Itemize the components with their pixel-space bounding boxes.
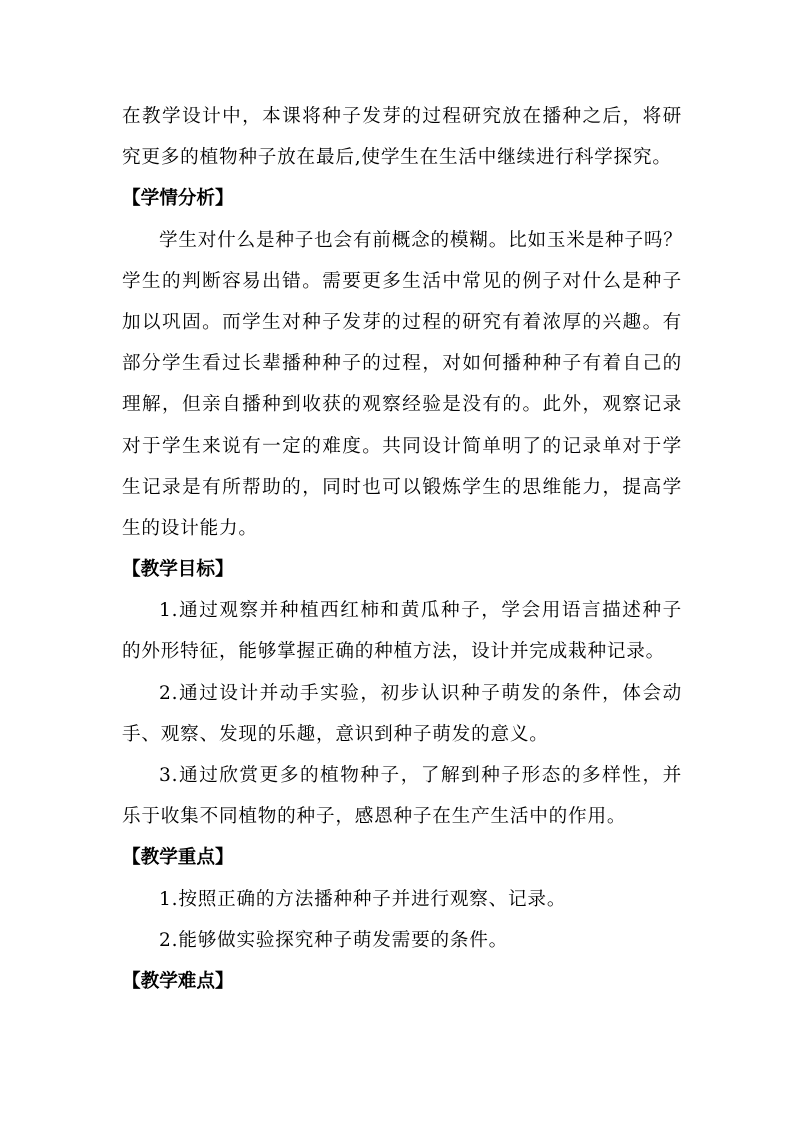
paragraph-line: 生记录是有所帮助的，同时也可以锻炼学生的思维能力，提高学 xyxy=(122,476,682,498)
paragraph-line: 2.通过设计并动手实验，初步认识种子萌发的条件，体会动 xyxy=(159,682,682,704)
section-heading-difficulties: 【教学难点】 xyxy=(122,970,234,992)
paragraph-line: 理解，但亲自播种到收获的观察经验是没有的。此外，观察记录 xyxy=(122,394,682,416)
paragraph-line: 在教学设计中，本课将种子发芽的过程研究放在播种之后，将研 xyxy=(122,106,682,127)
paragraph-line: 生的设计能力。 xyxy=(122,517,258,539)
paragraph-line: 乐于收集不同植物的种子，感恩种子在生产生活中的作用。 xyxy=(122,806,627,828)
paragraph-line: 的外形特征，能够掌握正确的种植方法，设计并完成栽种记录。 xyxy=(122,641,666,663)
paragraph-line: 加以巩固。而学生对种子发芽的过程的研究有着浓厚的兴趣。有 xyxy=(122,311,682,333)
paragraph-line: 学生的判断容易出错。需要更多生活中常见的例子对什么是种子 xyxy=(122,270,682,292)
paragraph-line: 学生对什么是种子也会有前概念的模糊。比如玉米是种子吗？ xyxy=(159,229,683,251)
paragraph-line: 究更多的植物种子放在最后,使学生在生活中继续进行科学探究。 xyxy=(122,147,672,169)
document-page xyxy=(122,96,682,1002)
paragraph-line: 3.通过欣赏更多的植物种子，了解到种子形态的多样性，并 xyxy=(159,765,682,786)
paragraph-line: 1.通过观察并种植西红柿和黄瓜种子，学会用语言描述种子 xyxy=(159,600,682,622)
paragraph-line: 2.能够做实验探究种子萌发需要的条件。 xyxy=(159,929,509,951)
paragraph-line: 部分学生看过长辈播种种子的过程，对如何播种种子有着自己的 xyxy=(122,353,682,375)
section-heading-goals: 【教学目标】 xyxy=(122,559,234,581)
paragraph-line: 1.按照正确的方法播种种子并进行观察、记录。 xyxy=(159,888,567,910)
section-heading-analysis: 【学情分析】 xyxy=(122,188,234,210)
paragraph-line: 对于学生来说有一定的难度。共同设计简单明了的记录单对于学 xyxy=(122,435,682,457)
section-heading-keypoints: 【教学重点】 xyxy=(122,847,234,869)
paragraph-line: 手、观察、发现的乐趣，意识到种子萌发的意义。 xyxy=(122,723,549,745)
